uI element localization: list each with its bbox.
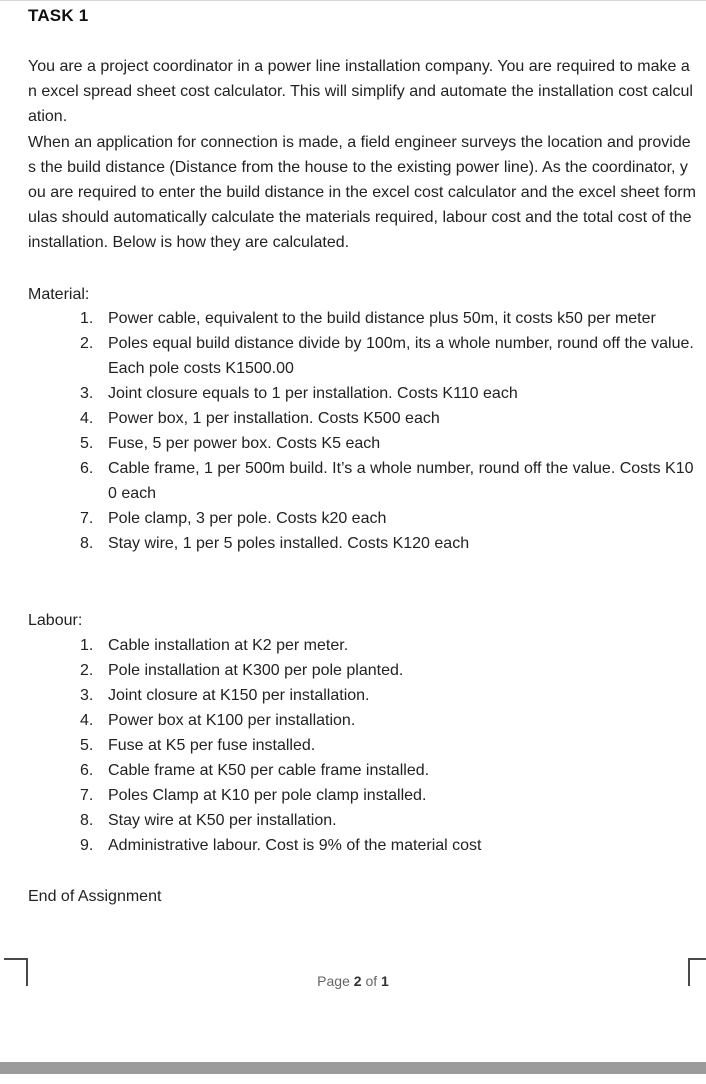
- page-separator: of: [365, 973, 378, 989]
- list-item: 7. Poles Clamp at K10 per pole clamp installed.: [80, 787, 427, 804]
- materials-list: [0, 306, 696, 556]
- list-item: 4. Power box, 1 per installation. Costs K500 each: [80, 410, 440, 427]
- list-item-text: Joint closure equals to 1 per installation. Costs K110 each: [108, 385, 518, 402]
- list-item-text: Cable frame at K50 per cable frame installed.: [108, 762, 430, 779]
- list-item: 1. Power cable, equivalent to the build distance plus 50m, it costs k50 per meter: [80, 310, 656, 327]
- labour-list: [0, 633, 696, 858]
- list-item-text: Power box at K100 per installation.: [108, 712, 356, 729]
- list-item-text: Fuse, 5 per power box. Costs K5 each: [108, 435, 381, 452]
- list-item-text: Joint closure at K150 per installation.: [108, 687, 370, 704]
- list-item: 3. Joint closure at K150 per installation.: [80, 687, 370, 704]
- page-total: 1: [381, 973, 389, 989]
- page-current: 2: [353, 973, 362, 989]
- intro-paragraph-2: When an application for connection is made, a field engineer surveys the location and provides the build distance (Distance from the house to the existing power line). As the coordinator, you are required to enter the build distance in the excel cost calculator and the excel sheet formulas should automatically calculate the materials required, labour cost and the total cost of the installation. Below is how they are calculated.: [28, 134, 696, 251]
- list-item: 7. Pole clamp, 3 per pole. Costs k20 each: [80, 510, 387, 527]
- materials-heading: Material:: [28, 286, 90, 303]
- list-item: 2. Poles equal build distance divide by 100m, its a whole number, round off the value. Each pole costs K1500.00: [80, 335, 694, 377]
- top-divider: [0, 0, 706, 1]
- list-item: 2. Pole installation at K300 per pole planted.: [80, 662, 404, 679]
- list-item: 8. Stay wire at K50 per installation.: [80, 812, 337, 829]
- list-item: 5. Fuse at K5 per fuse installed.: [80, 737, 316, 754]
- list-item-text: Pole installation at K300 per pole planted.: [108, 662, 404, 679]
- page-title: TASK 1: [28, 6, 89, 25]
- list-item-text: Cable frame, 1 per 500m build. It’s a whole number, round off the value. Costs K100 each: [108, 460, 694, 502]
- page-indicator: [0, 973, 706, 989]
- list-item-text: Poles Clamp at K10 per pole clamp installed.: [108, 787, 427, 804]
- list-item-text: Cable installation at K2 per meter.: [108, 637, 349, 654]
- list-item-text: Power cable, equivalent to the build distance plus 50m, it costs k50 per meter: [108, 310, 656, 327]
- list-item: 9. Administrative labour. Cost is 9% of the material cost: [80, 837, 482, 854]
- list-item: 1. Cable installation at K2 per meter.: [80, 637, 349, 654]
- intro-paragraph-1: You are a project coordinator in a power line installation company. You are required to make an excel spread sheet cost calculator. This will simplify and automate the installation cost calculation.: [28, 58, 693, 125]
- list-item: 4. Power box at K100 per installation.: [80, 712, 356, 729]
- list-item: 3. Joint closure equals to 1 per installation. Costs K110 each: [80, 385, 518, 402]
- list-item-text: Stay wire at K50 per installation.: [108, 812, 337, 829]
- list-item-text: Power box, 1 per installation. Costs K500 each: [108, 410, 440, 427]
- list-item-text: Fuse at K5 per fuse installed.: [108, 737, 316, 754]
- list-item: 5. Fuse, 5 per power box. Costs K5 each: [80, 435, 381, 452]
- list-item: 6. Cable frame, 1 per 500m build. It’s a whole number, round off the value. Costs K100 each: [80, 460, 694, 502]
- list-item-text: Administrative labour. Cost is 9% of the material cost: [108, 837, 482, 854]
- list-item-text: Pole clamp, 3 per pole. Costs k20 each: [108, 510, 387, 527]
- list-item: 6. Cable frame at K50 per cable frame installed.: [80, 762, 430, 779]
- list-item-text: Poles equal build distance divide by 100m, its a whole number, round off the value. Each pole costs K1500.00: [108, 335, 694, 377]
- list-item-text: Stay wire, 1 per 5 poles installed. Costs K120 each: [108, 535, 470, 552]
- list-item: 8. Stay wire, 1 per 5 poles installed. Costs K120 each: [80, 535, 470, 552]
- page-label: Page: [317, 973, 350, 989]
- bottom-scrollbar[interactable]: [0, 1062, 706, 1074]
- labour-heading: Labour:: [28, 612, 83, 629]
- end-of-assignment: End of Assignment: [28, 888, 162, 905]
